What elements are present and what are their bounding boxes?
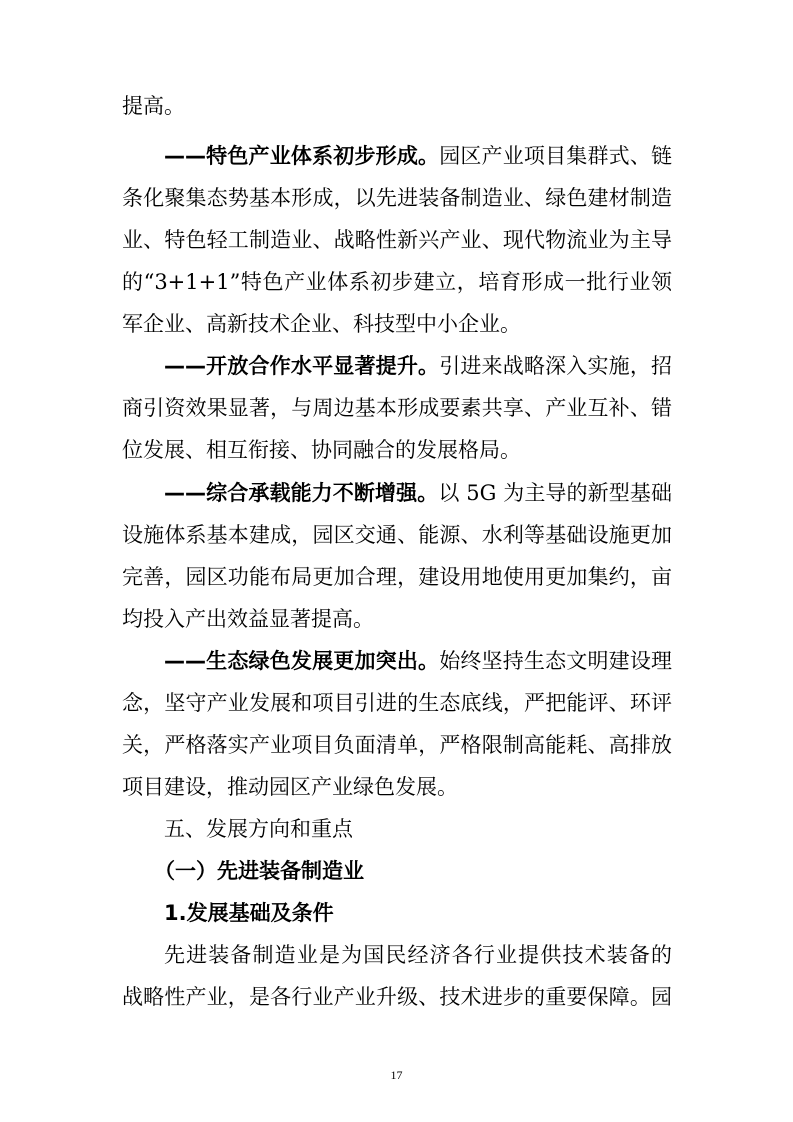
paragraph-line: 的“3+1+1”特色产业体系初步建立，培育形成一批行业领 bbox=[122, 270, 672, 294]
paragraph-line: 业、特色轻工制造业、战略性新兴产业、现代物流业为主导 bbox=[122, 228, 672, 252]
sub-subsection-heading: 1.发展基础及条件 bbox=[164, 901, 334, 925]
paragraph-line: 提高。 bbox=[122, 94, 185, 118]
paragraph-line: 念，坚守产业发展和项目引进的生态底线，严把能评、环评 bbox=[122, 691, 672, 715]
paragraph-line bbox=[164, 647, 672, 675]
bold-lead-text: ——综合承载能力不断增强。 bbox=[164, 481, 439, 505]
page-number: 17 bbox=[390, 1068, 403, 1082]
section-heading: 五、发展方向和重点 bbox=[164, 817, 353, 841]
paragraph-line bbox=[164, 352, 672, 380]
paragraph-line: 商引资效果显著，与周边基本形成要素共享、产业互补、错 bbox=[122, 396, 672, 420]
paragraph-line bbox=[164, 479, 672, 507]
paragraph-line: 关，严格落实产业项目负面清单，严格限制高能耗、高排放 bbox=[122, 733, 672, 757]
bold-lead-text: ——开放合作水平显著提升。 bbox=[164, 354, 440, 378]
paragraph-text: 引进来战略深入实施，招 bbox=[439, 354, 673, 378]
paragraph-line: 位发展、相互衔接、协同融合的发展格局。 bbox=[122, 438, 521, 462]
paragraph-text: 以 5G 为主导的新型基础 bbox=[438, 481, 672, 505]
paragraph-line: 完善，园区功能布局更加合理，建设用地使用更加集约，亩 bbox=[122, 565, 672, 589]
paragraph-line: 军企业、高新技术企业、科技型中小企业。 bbox=[122, 312, 521, 336]
bold-lead-text: ——生态绿色发展更加突出。 bbox=[164, 649, 440, 673]
paragraph-text: 始终坚持生态文明建设理 bbox=[439, 649, 673, 673]
paragraph-line: 设施体系基本建成，园区交通、能源、水利等基础设施更加 bbox=[122, 523, 672, 547]
paragraph-line: 均投入产出效益显著提高。 bbox=[122, 607, 374, 631]
paragraph-line: 条化聚集态势基本形成，以先进装备制造业、绿色建材制造 bbox=[122, 186, 672, 210]
paragraph-line: 先进装备制造业是为国民经济各行业提供技术装备的 bbox=[164, 943, 672, 967]
bold-lead-text: ——特色产业体系初步形成。 bbox=[164, 144, 440, 168]
paragraph-line: 项目建设，推动园区产业绿色发展。 bbox=[122, 775, 458, 799]
paragraph-line: 战略性产业，是各行业产业升级、技术进步的重要保障。园 bbox=[122, 985, 672, 1009]
paragraph-text: 园区产业项目集群式、链 bbox=[439, 144, 673, 168]
paragraph-line bbox=[164, 142, 672, 170]
subsection-heading: （一）先进装备制造业 bbox=[154, 859, 364, 883]
